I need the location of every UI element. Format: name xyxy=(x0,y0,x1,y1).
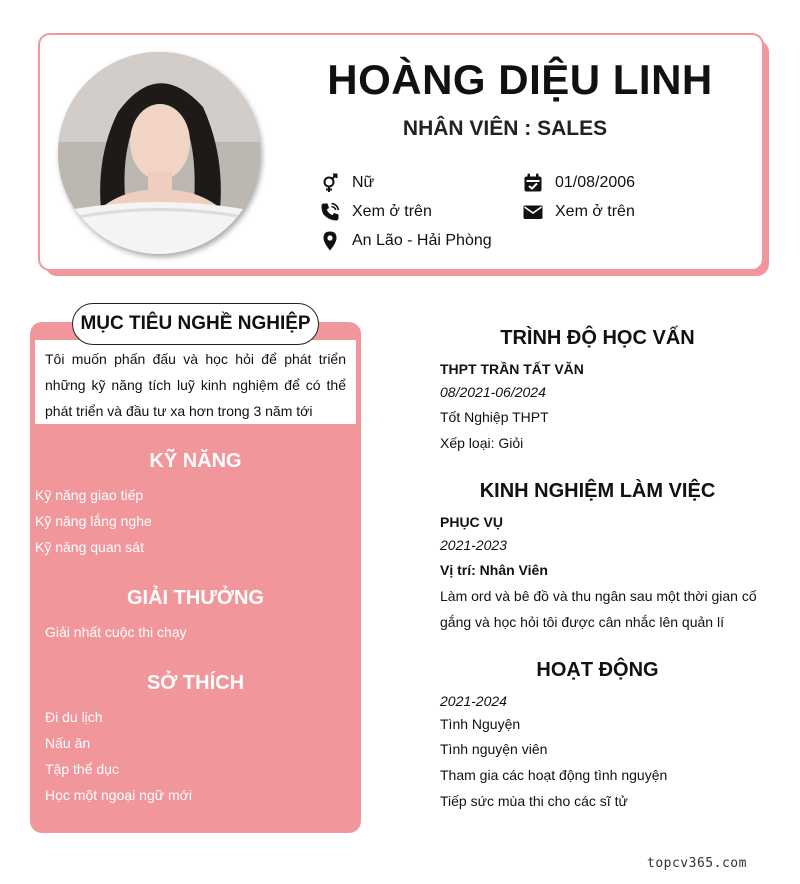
awards-title: GIẢI THƯỞNG xyxy=(127,587,264,609)
calendar-icon xyxy=(523,173,543,193)
info-phone xyxy=(320,202,432,222)
info-gender xyxy=(320,173,374,193)
objective-text: Tôi muốn phấn đấu và học hỏi để phát triển những kỹ năng tích luỹ kinh nghiệm để có thể phát triển và đầu tư xa hơn trong 3 năm tới xyxy=(45,351,346,419)
envelope-icon xyxy=(523,202,543,222)
avatar xyxy=(58,52,260,254)
education-degree: Tốt Nghiệp THPT xyxy=(440,409,549,425)
skill-item: Kỹ năng quan sát xyxy=(35,539,144,555)
award-item: Giải nhất cuộc thi chạy xyxy=(45,624,187,640)
education-period: 08/2021-06/2024 xyxy=(440,384,546,400)
education-school: THPT TRẦN TẤT VĂN xyxy=(440,361,584,377)
activities-title: HOẠT ĐỘNG xyxy=(536,659,659,681)
education-rank: Xếp loại: Giỏi xyxy=(440,435,524,451)
info-birthday xyxy=(523,173,635,193)
hobby-item: Học một ngoại ngữ mới xyxy=(45,787,192,803)
gender-value: Nữ xyxy=(352,174,375,191)
skill-item: Kỹ năng giao tiếp xyxy=(35,487,144,503)
experience-role: Vị trí: Nhân Viên xyxy=(440,562,548,578)
activity-line: Tình nguyện viên xyxy=(440,741,548,757)
info-address xyxy=(320,231,492,251)
birthday-value: 01/08/2006 xyxy=(555,174,636,191)
skills-title: KỸ NĂNG xyxy=(149,450,242,472)
activity-line: Tiếp sức mùa thi cho các sĩ tử xyxy=(440,793,628,809)
activity-line: Tham gia các hoạt động tình nguyện xyxy=(440,767,668,783)
experience-description: Làm ord và bê đồ và thu ngân sau một thời gian cố gắng và học hỏi tôi được cân nhắc lên quản lí xyxy=(440,588,757,630)
info-email xyxy=(523,202,635,222)
address-value: An Lão - Hải Phòng xyxy=(352,232,492,249)
skill-item: Kỹ năng lắng nghe xyxy=(35,513,152,529)
watermark: topcv365.com xyxy=(647,856,747,871)
experience-company: PHỤC VỤ xyxy=(440,514,504,530)
activity-line: Tình Nguyện xyxy=(440,716,521,732)
candidate-name: HOÀNG DIỆU LINH xyxy=(327,56,713,103)
phone-icon xyxy=(320,202,340,222)
email-value: Xem ở trên xyxy=(555,203,635,220)
job-position: NHÂN VIÊN : SALES xyxy=(402,117,608,140)
experience-title: KINH NGHIỆM LÀM VIỆC xyxy=(479,480,716,502)
map-pin-icon xyxy=(320,231,340,251)
objective-title: MỤC TIÊU NGHỀ NGHIỆP xyxy=(72,303,319,345)
phone-value: Xem ở trên xyxy=(352,203,432,220)
gender-icon xyxy=(320,173,340,193)
activities-period: 2021-2024 xyxy=(440,693,507,709)
experience-period: 2021-2023 xyxy=(440,537,507,553)
hobby-item: Đi du lịch xyxy=(45,709,103,725)
education-title: TRÌNH ĐỘ HỌC VẤN xyxy=(500,327,695,349)
hobby-item: Tập thể dục xyxy=(45,761,119,777)
hobbies-title: SỞ THÍCH xyxy=(146,672,245,694)
hobby-item: Nấu ăn xyxy=(45,735,91,751)
